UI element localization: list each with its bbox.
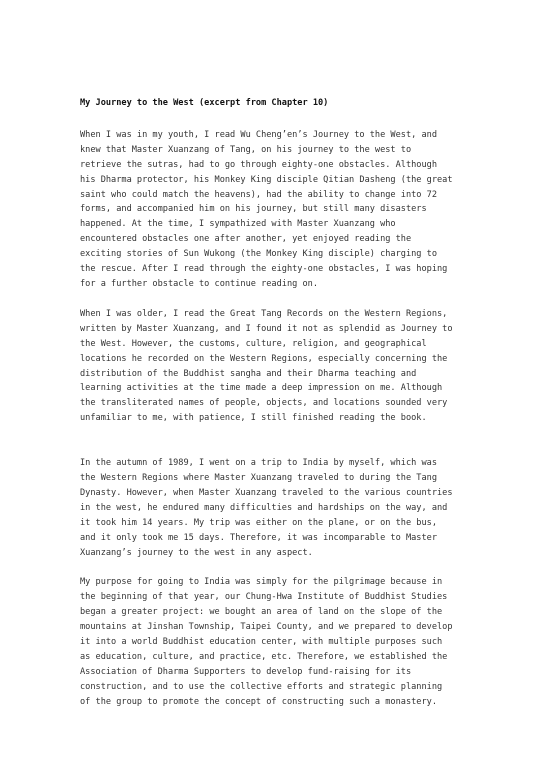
text-line: began a greater project: we bought an area of land on the slope of the [80, 607, 443, 618]
text-line: Dynasty. However, when Master Xuanzang traveled to the various countries [80, 487, 453, 498]
text-line: When I was older, I read the Great Tang Records on the Western Regions, [80, 308, 448, 319]
text-line: the beginning of that year, our Chung-Hwa Institute of Buddhist Studies [80, 592, 448, 603]
text-line: My purpose for going to India was simply for the pilgrimage because in [80, 577, 443, 588]
text-line: locations he recorded on the Western Regions, especially concerning the [80, 353, 448, 364]
text-line: retrieve the sutras, had to go through eighty-one obstacles. Although [80, 159, 437, 170]
text-line: exciting stories of Sun Wukong (the Monkey King disciple) charging to [80, 249, 437, 260]
text-line: it into a world Buddhist education center, with multiple purposes such [80, 637, 443, 648]
text-line: Xuanzang’s journey to the west in any aspect. [80, 547, 313, 558]
text-line: for a further obstacle to continue reading on. [80, 278, 318, 289]
text-line: knew that Master Xuanzang of Tang, on his journey to the west to [80, 144, 412, 155]
text-line: the transliterated names of people, objects, and locations sounded very [80, 398, 448, 409]
text-line: When I was in my youth, I read Wu Cheng’en’s Journey to the West, and [80, 129, 437, 140]
text-line: In the autumn of 1989, I went on a trip to India by myself, which was [80, 458, 437, 469]
paragraph-india-trip [80, 456, 480, 560]
text-line: of the group to promote the concept of constructing such a monastery. [80, 696, 437, 707]
paragraph-youth-reading [80, 128, 480, 292]
paragraph-tang-records [80, 307, 480, 426]
text-line: happened. At the time, I sympathized with Master Xuanzang who [80, 219, 396, 230]
text-line: written by Master Xuanzang, and I found it not as splendid as Journey to [80, 323, 453, 334]
text-line: Association of Dharma Supporters to develop fund-raising for its [80, 666, 412, 677]
document-title: My Journey to the West (excerpt from Chapter 10) [80, 98, 329, 108]
text-line: in the west, he endured many difficulties and hardships on the way, and [80, 502, 448, 513]
text-line: unfamiliar to me, with patience, I still finished reading the book. [80, 413, 427, 424]
text-line: construction, and to use the collective efforts and strategic planning [80, 681, 443, 692]
text-line: saint who could match the heavens), had the ability to change into 72 [80, 189, 437, 200]
text-line: forms, and accompanied him on his journey, but still many disasters [80, 204, 427, 215]
document-body [80, 96, 480, 710]
text-line: distribution of the Buddhist sangha and their Dharma teaching and [80, 368, 417, 379]
text-line: as education, culture, and practice, etc. Therefore, we established the [80, 652, 448, 662]
text-line: mountains at Jinshan Township, Taipei County, and we prepared to develop [80, 622, 453, 633]
text-line: his Dharma protector, his Monkey King disciple Qitian Dasheng (the great [80, 174, 453, 185]
text-line: the Western Regions where Master Xuanzang traveled to during the Tang [80, 473, 437, 484]
text-line: the rescue. After I read through the eighty-one obstacles, I was hoping [80, 264, 448, 275]
paragraph-pilgrimage-purpose [80, 575, 480, 709]
text-line: encountered obstacles one after another, yet enjoyed reading the [80, 234, 412, 245]
text-line: learning activities at the time made a deep impression on me. Although [80, 383, 443, 394]
text-line: the West. However, the customs, culture, religion, and geographical [80, 338, 427, 349]
text-line: it took him 14 years. My trip was either on the plane, or on the bus, [80, 517, 437, 528]
text-line: and it only took me 15 days. Therefore, it was incomparable to Master [80, 532, 437, 543]
